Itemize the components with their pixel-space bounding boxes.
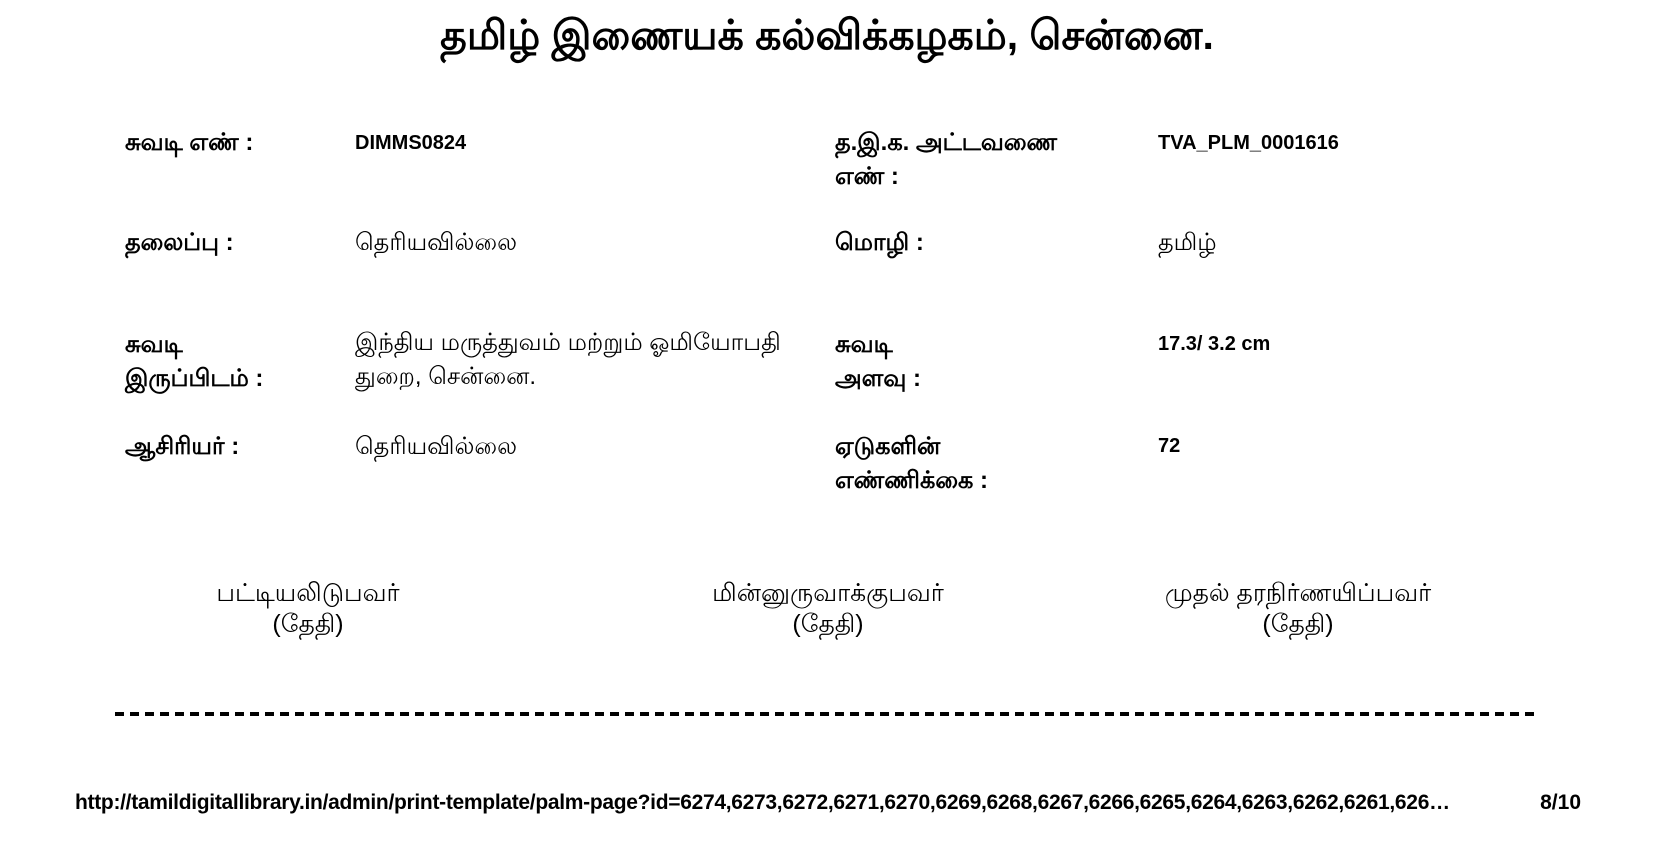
signature-block-first-quality-assessor (1165, 578, 1431, 640)
label-leaf-count: ஏடுகளின் எண்ணிக்கை : (835, 433, 989, 494)
value-tva-catalog-number: TVA_PLM_0001616 (1158, 132, 1339, 154)
page-title: தமிழ் இணையக் கல்விக்கழகம், சென்னை. (440, 12, 1214, 58)
label-manuscript-size: சுவடி அளவு : (835, 331, 921, 392)
value-manuscript-size: 17.3/ 3.2 cm (1158, 333, 1271, 355)
value-title: தெரியவில்லை (355, 229, 518, 256)
value-manuscript-number: DIMMS0824 (355, 132, 467, 154)
signature-role: பட்டியலிடுபவர் (216, 579, 400, 607)
value-leaf-count: 72 (1158, 435, 1181, 457)
value-language: தமிழ் (1158, 229, 1217, 256)
signature-role: மின்னுருவாக்குபவர் (712, 579, 944, 607)
print-footer (75, 791, 1581, 815)
signature-date-label: (தேதி) (792, 610, 864, 638)
label-tva-catalog-number: த.இ.க. அட்டவணை எண் : (835, 129, 1058, 190)
label-author: ஆசிரியர் : (125, 433, 240, 460)
label-title: தலைப்பு : (125, 229, 234, 256)
footer-page-number: 8/10 (1540, 791, 1581, 814)
signature-role: முதல் தரநிர்ணயிப்பவர் (1164, 579, 1432, 607)
footer-url: http://tamildigitallibrary.in/admin/print-template/palm-page?id=6274,6273,6272,6271,6270,6269,6268,6267,6266,6265,6264,6263,6262,6261,626… (75, 791, 1450, 814)
label-manuscript-location: சுவடி இருப்பிடம் : (125, 331, 264, 392)
signature-date-label: (தேதி) (1262, 610, 1334, 638)
label-manuscript-number: சுவடி எண் : (125, 129, 254, 156)
signature-block-cataloguer (216, 578, 399, 640)
dashed-divider (115, 712, 1540, 716)
signature-block-digitizer (712, 578, 944, 640)
value-manuscript-location: இந்திய மருத்துவம் மற்றும் ஓமியோபதி துறை, சென்னை. (355, 329, 781, 390)
signature-date-label: (தேதி) (272, 610, 344, 638)
label-language: மொழி : (835, 229, 924, 256)
value-author: தெரியவில்லை (355, 433, 518, 460)
